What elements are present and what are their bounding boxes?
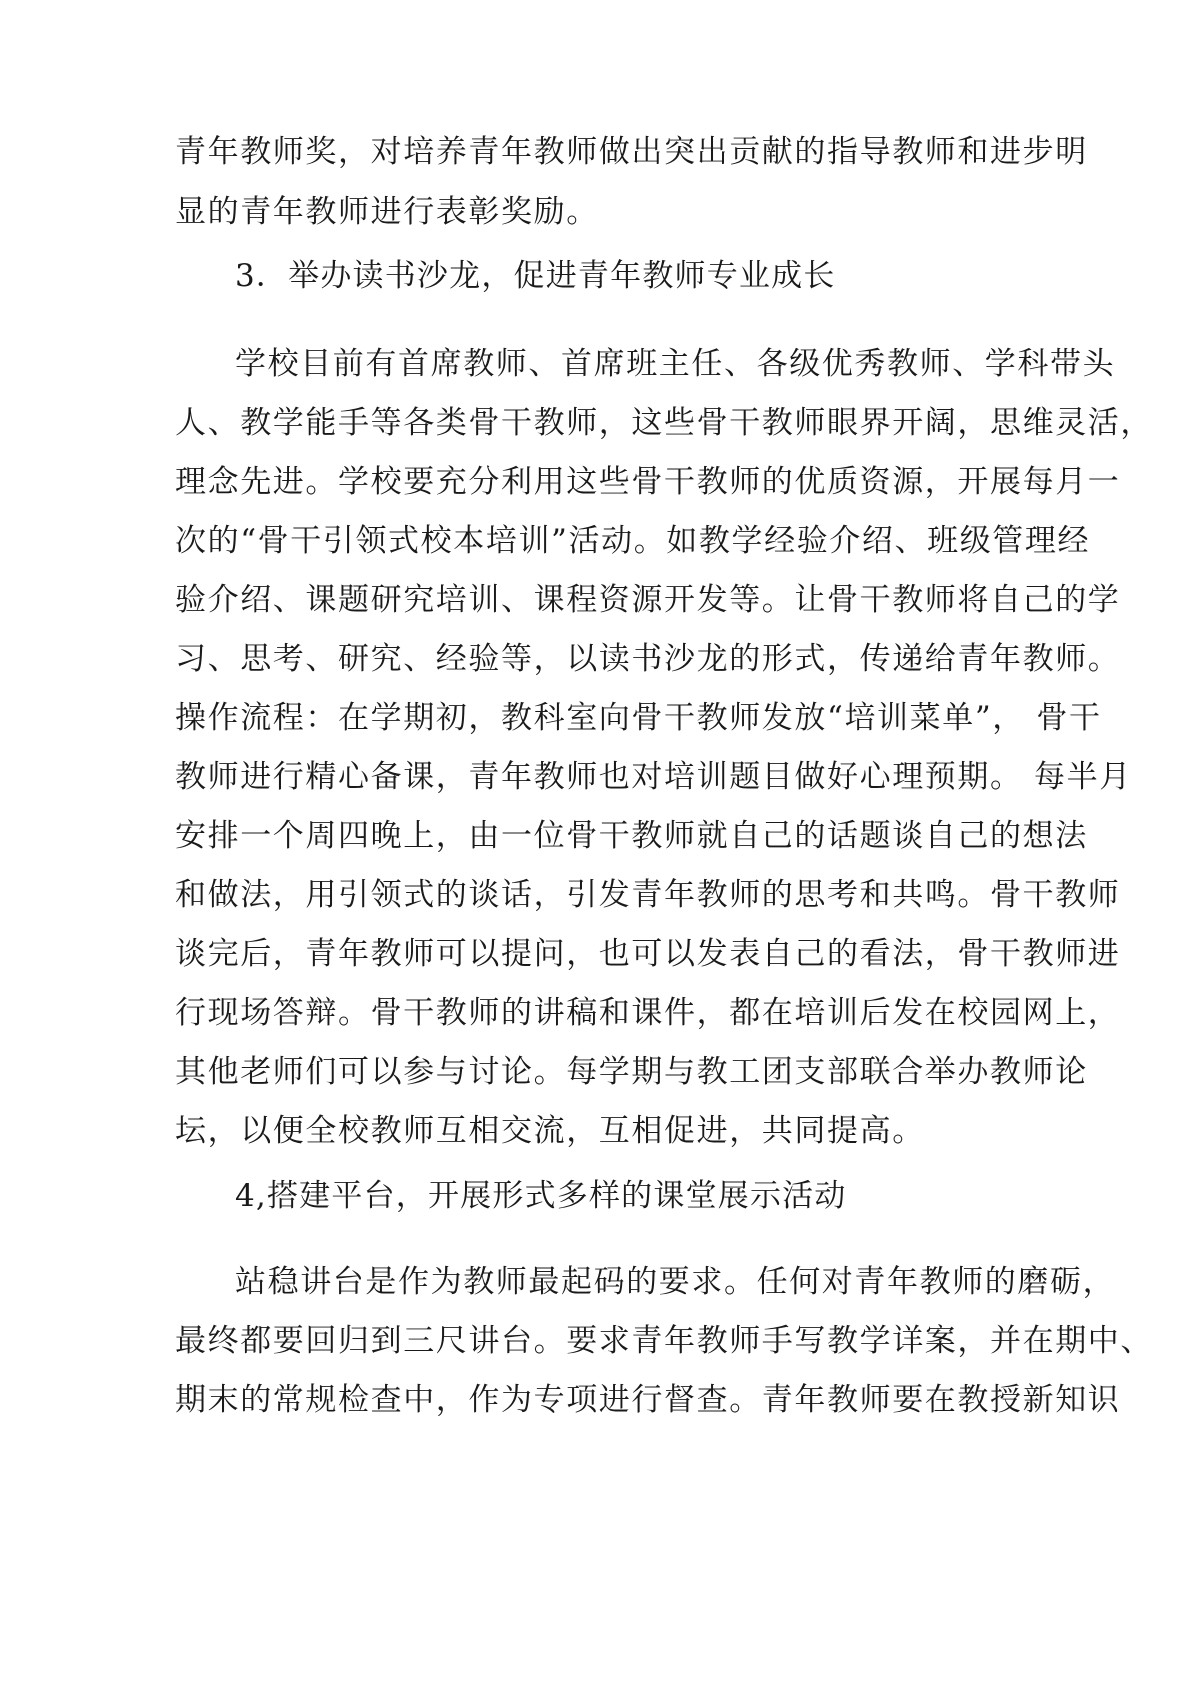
paragraph-continuation-line: 显的青年教师进行表彰奖励。 [175,194,599,230]
paragraph-line: 人、教学能手等各类骨干教师，这些骨干教师眼界开阔，思维灵活， [175,405,1153,441]
paragraph-line: 操作流程：在学期初，教科室向骨干教师发放“培训菜单”， 骨干 [175,700,1102,736]
paragraph-line: 站稳讲台是作为教师最起码的要求。任何对青年教师的磨砺， [235,1264,1116,1300]
paragraph-line: 行现场答辩。骨干教师的讲稿和课件，都在培训后发在校园网上， [175,995,1121,1031]
paragraph-line: 最终都要回归到三尺讲台。要求青年教师手写教学详案，并在期中、 [175,1323,1153,1359]
paragraph-line: 验介绍、课题研究培训、课程资源开发等。让骨干教师将自己的学 [175,582,1121,618]
paragraph-line: 坛，以便全校教师互相交流，互相促进，共同提高。 [175,1113,925,1149]
paragraph-continuation-line: 青年教师奖，对培养青年教师做出突出贡献的指导教师和进步明 [175,134,1088,170]
paragraph-line: 期末的常规检查中，作为专项进行督查。青年教师要在教授新知识 [175,1382,1121,1418]
paragraph-line: 安排一个周四晚上，由一位骨干教师就自己的话题谈自己的想法 [175,818,1088,854]
paragraph-line: 习、思考、研究、经验等，以读书沙龙的形式，传递给青年教师。 [175,641,1121,677]
paragraph-line: 理念先进。学校要充分利用这些骨干教师的优质资源，开展每月一 [175,464,1121,500]
paragraph-line: 其他老师们可以参与讨论。每学期与教工团支部联合举办教师论 [175,1054,1088,1090]
paragraph-line: 谈完后，青年教师可以提问，也可以发表自己的看法，骨干教师进 [175,936,1121,972]
paragraph-line: 学校目前有首席教师、首席班主任、各级优秀教师、学科带头 [235,346,1116,382]
paragraph-line: 和做法，用引领式的谈话，引发青年教师的思考和共鸣。骨干教师 [175,877,1121,913]
section-heading-4: 4,搭建平台，开展形式多样的课堂展示活动 [235,1178,847,1214]
paragraph-line: 教师进行精心备课，青年教师也对培训题目做好心理预期。 每半月 [175,759,1132,795]
section-heading-3: 3．举办读书沙龙，促进青年教师专业成长 [235,258,836,294]
paragraph-line: 次的“骨干引领式校本培训”活动。如教学经验介绍、班级管理经 [175,523,1091,559]
